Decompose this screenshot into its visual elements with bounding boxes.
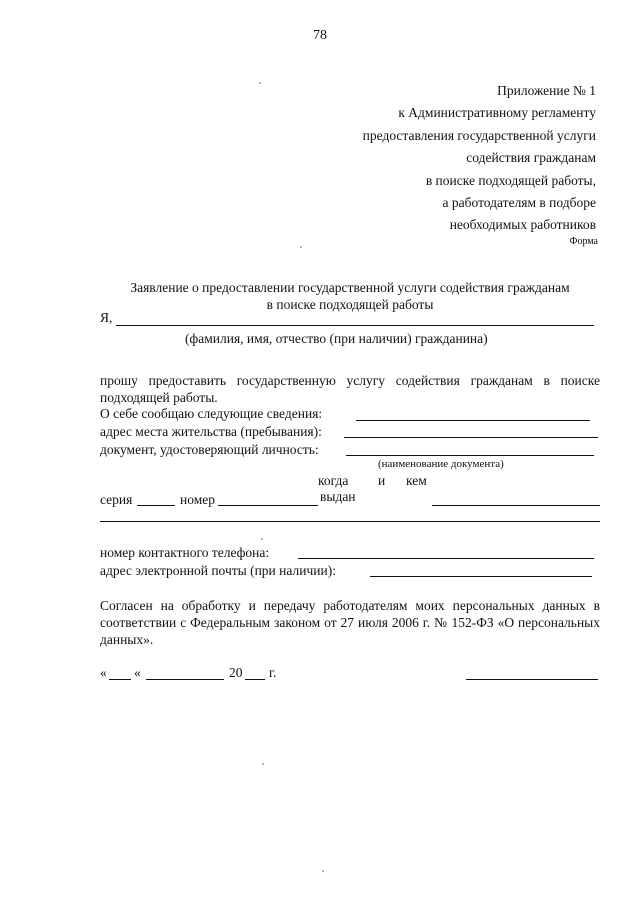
and-label: и <box>378 473 386 488</box>
date-open-quote: « <box>100 665 107 680</box>
date-year-prefix: 20 <box>229 665 243 680</box>
appendix-line: в поиске подходящей работы, <box>425 172 596 188</box>
issued-label: выдан <box>320 489 356 504</box>
doc-name-caption: (наименование документа) <box>378 458 504 470</box>
scan-speck <box>322 870 324 872</box>
when-label: когда <box>318 473 349 488</box>
id-document-label: документ, удостоверяющий личность: <box>100 442 319 457</box>
issued-continuation-field[interactable] <box>100 521 600 522</box>
appendix-header <box>363 80 596 237</box>
series-label: серия <box>100 492 133 507</box>
date-day-field[interactable] <box>109 679 131 680</box>
phone-label: номер контактного телефона: <box>100 545 270 560</box>
number-field[interactable] <box>218 505 318 506</box>
id-document-field[interactable] <box>346 455 594 456</box>
by-whom-label: кем <box>406 473 427 488</box>
signature-field[interactable] <box>466 679 598 680</box>
title-line-2: в поиске подходящей работы <box>266 297 434 312</box>
consent-paragraph: Согласен на обработку и передачу работодателям моих персональных данных в соответствии с Федеральным законом от 27 июля 2006 г. № 152-ФЗ «О персональных данных». <box>100 598 600 647</box>
about-self-label: О себе сообщаю следующие сведения: <box>100 406 323 421</box>
scan-speck <box>262 763 264 765</box>
applicant-name-field[interactable] <box>116 325 594 326</box>
form-label: Форма <box>569 236 598 247</box>
issued-by-field[interactable] <box>432 505 600 506</box>
request-paragraph: прошу предоставить государственную услугу содействия гражданам в поиске подходящей работы. <box>100 373 600 405</box>
appendix-line: предоставления государственной услуги <box>362 127 596 143</box>
address-label: адрес места жительства (пребывания): <box>100 424 322 439</box>
applicant-prefix: Я, <box>100 310 113 325</box>
about-self-field[interactable] <box>356 420 590 421</box>
scan-speck <box>259 82 261 84</box>
appendix-line: а работодателям в подборе <box>442 195 596 211</box>
appendix-line: Приложение № 1 <box>497 83 596 98</box>
applicant-caption: (фамилия, имя, отчество (при наличии) гражданина) <box>185 331 488 346</box>
appendix-line: необходимых работников <box>449 217 596 233</box>
email-field[interactable] <box>370 576 592 577</box>
number-label: номер <box>180 492 216 507</box>
date-month-field[interactable] <box>146 679 224 680</box>
scan-speck <box>261 538 263 540</box>
appendix-line: содействия гражданам <box>466 150 596 166</box>
email-label: адрес электронной почты (при наличии): <box>100 563 336 578</box>
title-line-1: Заявление о предоставлении государственной услуги содействия гражданам <box>130 280 570 295</box>
date-year-suffix: г. <box>269 665 277 680</box>
date-year-field[interactable] <box>245 679 265 680</box>
address-field[interactable] <box>344 437 598 438</box>
phone-field[interactable] <box>298 558 594 559</box>
date-close-quote: « <box>134 665 141 680</box>
appendix-line: к Административному регламенту <box>398 105 596 121</box>
series-field[interactable] <box>137 505 175 506</box>
scan-speck <box>300 246 302 248</box>
page-number: 78 <box>313 28 327 43</box>
document-title <box>60 279 640 313</box>
